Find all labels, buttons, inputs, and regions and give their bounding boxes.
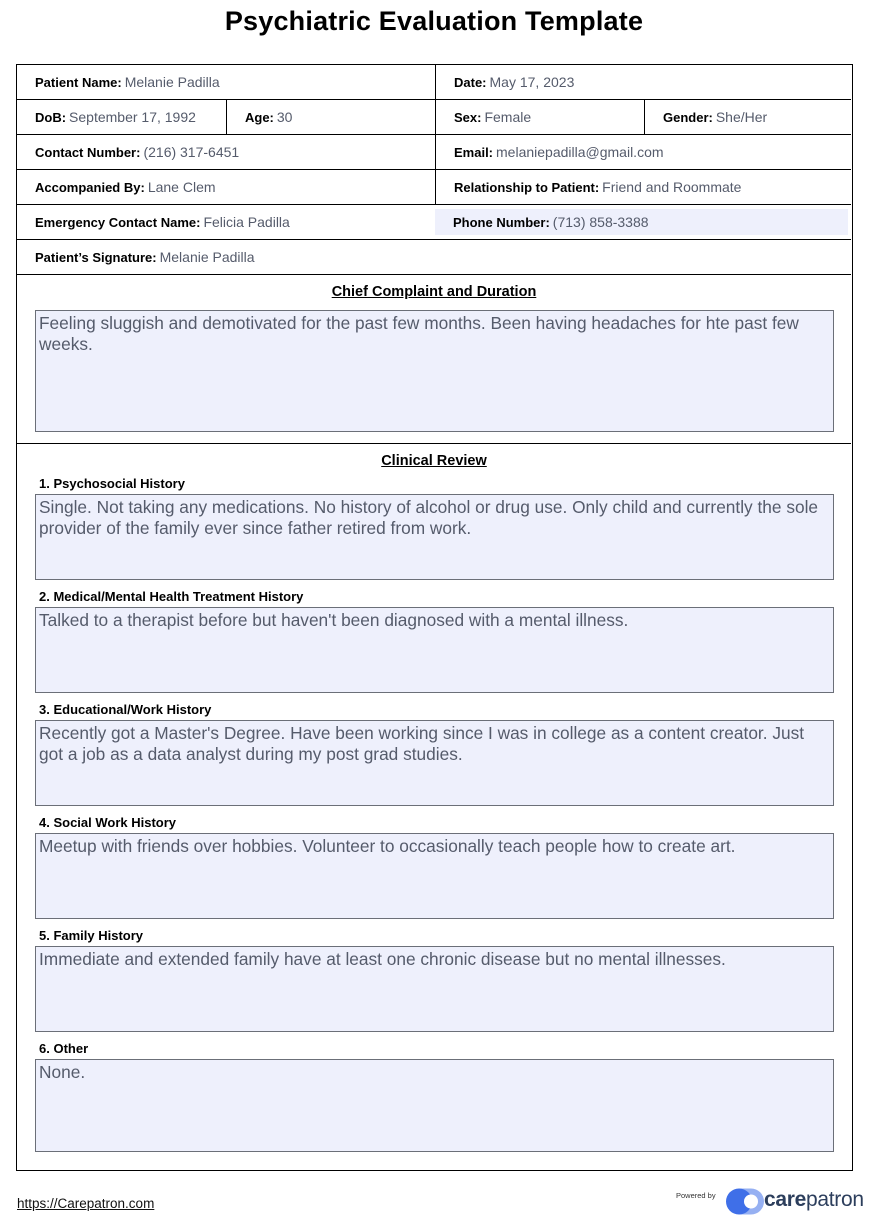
phone-number-field[interactable]: [435, 205, 851, 239]
treatment-history-label: 2. Medical/Mental Health Treatment History: [39, 589, 304, 604]
social-work-history-textbox[interactable]: Meetup with friends over hobbies. Volunteer to occasionally teach people how to create art.: [35, 833, 834, 919]
clinical-review-heading: Clinical Review: [381, 453, 487, 469]
emergency-contact-value: Felicia Padilla: [203, 214, 290, 230]
accompanied-by-label: Accompanied By:: [35, 179, 145, 195]
relationship-value: Friend and Roommate: [602, 179, 742, 195]
date-label: Date:: [454, 74, 487, 90]
family-history-textbox[interactable]: Immediate and extended family have at least one chronic disease but no mental illnesses.: [35, 946, 834, 1032]
sex-field[interactable]: [435, 100, 644, 134]
accompanied-by-value: Lane Clem: [147, 179, 216, 195]
dob-value: September 17, 1992: [69, 109, 196, 125]
contact-number-label: Contact Number:: [35, 144, 141, 160]
form-row-signature: [17, 240, 851, 275]
psychosocial-history-label: 1. Psychosocial History: [39, 476, 185, 491]
contact-number-field[interactable]: [17, 135, 435, 169]
patient-name-field[interactable]: [17, 65, 435, 99]
date-value: May 17, 2023: [489, 74, 575, 90]
page-title: Psychiatric Evaluation Template: [224, 6, 644, 36]
date-field[interactable]: [435, 65, 851, 99]
patient-name-label: Patient Name:: [35, 74, 122, 90]
age-label: Age:: [245, 109, 274, 125]
relationship-field[interactable]: [435, 170, 851, 204]
family-history-label: 5. Family History: [39, 928, 144, 943]
emergency-contact-field[interactable]: [17, 205, 435, 239]
powered-by-text: Powered by: [676, 1191, 716, 1200]
dob-label: DoB:: [35, 109, 67, 125]
signature-value: Melanie Padilla: [159, 249, 255, 265]
social-work-history-label: 4. Social Work History: [39, 815, 177, 830]
phone-number-value: (713) 858-3388: [552, 214, 649, 230]
section-divider: [17, 443, 851, 444]
carepatron-logo-icon: [726, 1188, 764, 1215]
patient-name-value: Melanie Padilla: [124, 74, 220, 90]
form-row-accompanied-relationship: [17, 170, 851, 205]
educational-work-history-label: 3. Educational/Work History: [39, 702, 212, 717]
dob-field[interactable]: [17, 100, 226, 134]
chief-complaint-textbox[interactable]: Feeling sluggish and demotivated for the past few months. Been having headaches for hte past few weeks.: [35, 310, 834, 432]
gender-value: She/Her: [715, 109, 768, 125]
form-row-name-date: [17, 65, 851, 100]
age-value: 30: [276, 109, 293, 125]
relationship-label: Relationship to Patient:: [454, 179, 600, 195]
email-label: Email:: [454, 144, 494, 160]
brand-rest: patron: [806, 1188, 864, 1211]
email-value: melaniepadilla@gmail.com: [496, 144, 664, 160]
gender-field[interactable]: [644, 100, 851, 134]
psychosocial-history-textbox[interactable]: Single. Not taking any medications. No history of alcohol or drug use. Only child and currently the sole provider of the family ever since father retired from work.: [35, 494, 834, 580]
other-label: 6. Other: [39, 1041, 89, 1056]
sex-label: Sex:: [454, 109, 482, 125]
signature-field[interactable]: [17, 240, 851, 274]
phone-number-label: Phone Number:: [453, 214, 550, 230]
carepatron-wordmark: [764, 1188, 864, 1212]
emergency-contact-label: Emergency Contact Name:: [35, 214, 201, 230]
brand-bold: care: [764, 1188, 807, 1211]
evaluation-form: [16, 64, 853, 1171]
sex-value: Female: [484, 109, 532, 125]
form-row-dob-age-sex-gender: [17, 100, 851, 135]
signature-label: Patient’s Signature:: [35, 249, 157, 265]
educational-work-history-textbox[interactable]: Recently got a Master's Degree. Have been working since I was in college as a content creator. Just got a job as a data analyst during my post grad studies.: [35, 720, 834, 806]
accompanied-by-field[interactable]: [17, 170, 435, 204]
email-field[interactable]: [435, 135, 851, 169]
treatment-history-textbox[interactable]: Talked to a therapist before but haven't been diagnosed with a mental illness.: [35, 607, 834, 693]
form-row-emergency-contact: [17, 205, 851, 240]
other-textbox[interactable]: None.: [35, 1059, 834, 1152]
carepatron-link[interactable]: https://Carepatron.com: [17, 1196, 155, 1211]
form-row-contact-email: [17, 135, 851, 170]
chief-complaint-heading: Chief Complaint and Duration: [331, 284, 537, 300]
gender-label: Gender:: [663, 109, 713, 125]
age-field[interactable]: [226, 100, 435, 134]
contact-number-value: (216) 317-6451: [143, 144, 240, 160]
